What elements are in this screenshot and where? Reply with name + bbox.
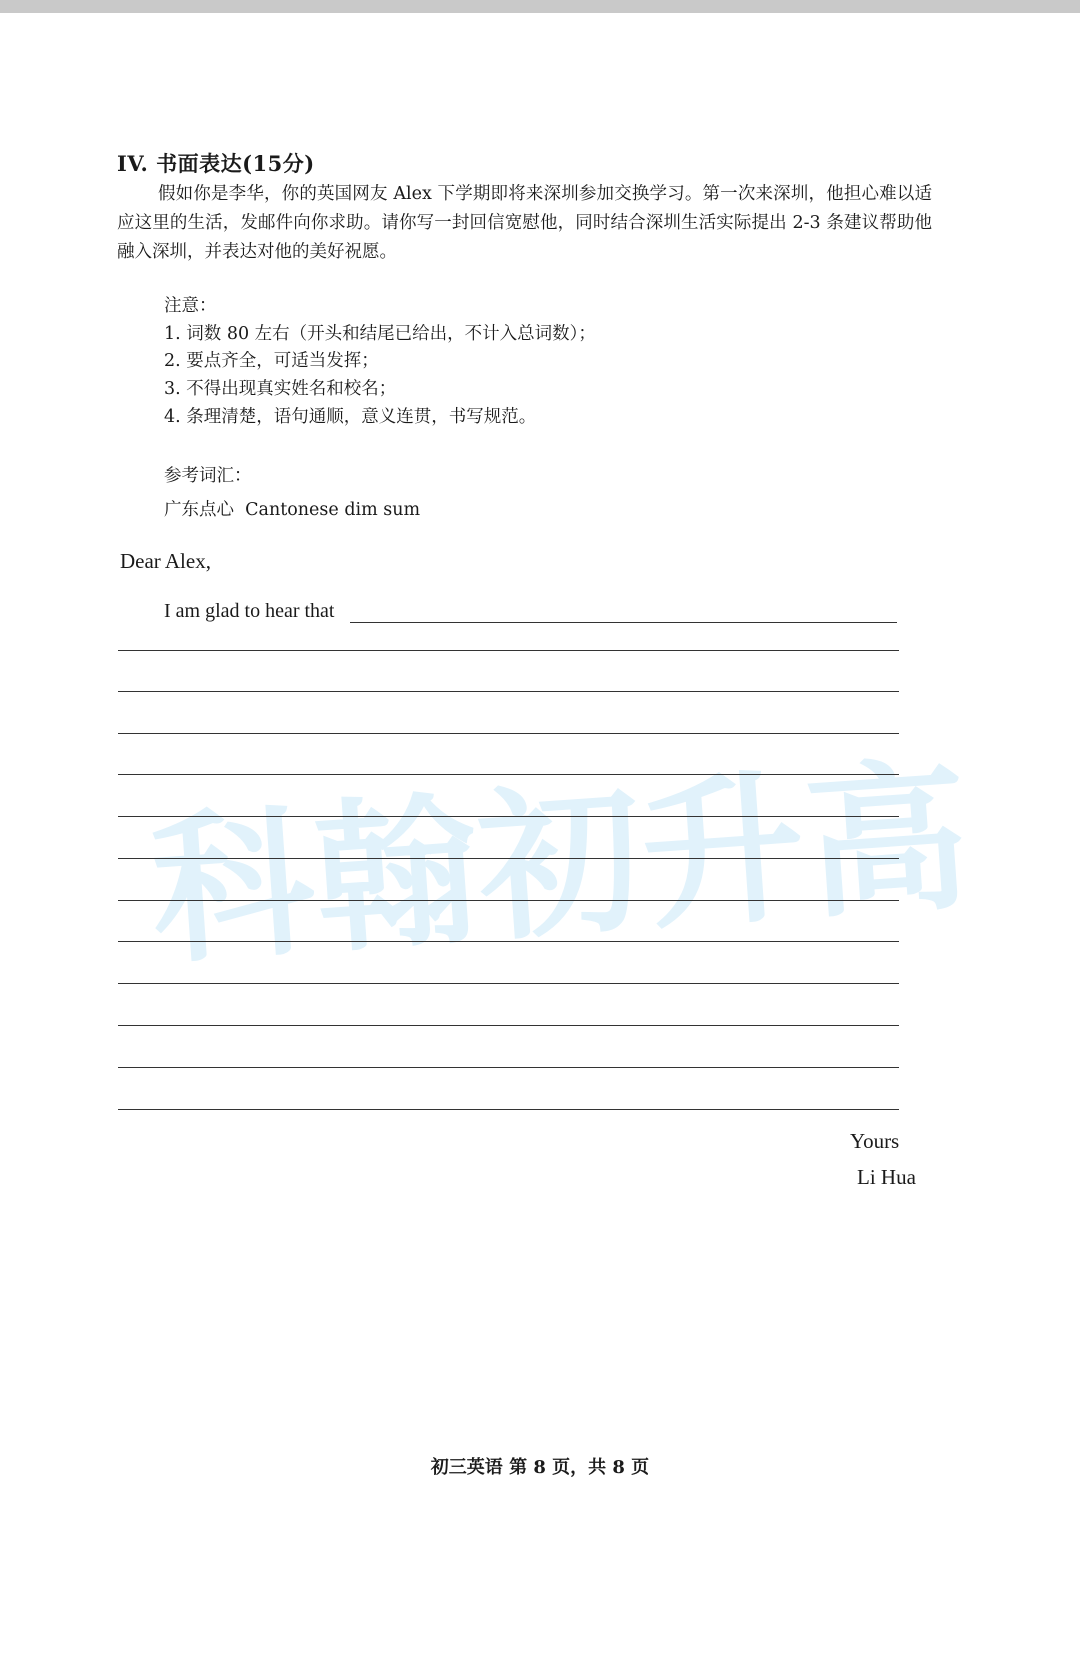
answer-line[interactable] [118, 858, 899, 859]
notes-title: 注意： [164, 296, 217, 316]
page-footer: 初三英语 第 8 页，共 8 页 [430, 1457, 650, 1478]
vocab-item: 广东点心 Cantonese dim sum [164, 500, 421, 520]
answer-line[interactable] [350, 622, 897, 623]
note-item: 1. 词数 80 左右（开头和结尾已给出，不计入总词数）； [164, 324, 596, 344]
answer-line[interactable] [118, 1025, 899, 1026]
writing-prompt: 假如你是李华，你的英国网友 Alex 下学期即将来深圳参加交换学习。第一次来深圳，他担心难以适应这里的生活，发邮件向你求助。请你写一封回信宽慰他，同时结合深圳生活实际提出 2-3 条建议帮助他融入深圳，并表达对他的美好祝愿。 [117, 184, 932, 262]
answer-line[interactable] [118, 941, 899, 942]
answer-line[interactable] [118, 691, 899, 692]
answer-line[interactable] [118, 774, 899, 775]
section-heading: IV. 书面表达(15分) [117, 151, 315, 176]
answer-line[interactable] [118, 900, 899, 901]
answer-line[interactable] [118, 1109, 899, 1110]
letter-signature: Li Hua [857, 1165, 916, 1189]
answer-line[interactable] [118, 816, 899, 817]
note-item: 2. 要点齐全，可适当发挥； [164, 351, 379, 371]
note-item: 3. 不得出现真实姓名和校名； [164, 379, 397, 399]
letter-greeting: Dear Alex, [120, 549, 211, 573]
answer-line[interactable] [118, 1067, 899, 1068]
note-item: 4. 条理清楚，语句通顺，意义连贯，书写规范。 [164, 407, 537, 427]
watermark-text: 科翰初升高 [145, 742, 977, 988]
letter-closing: Yours [850, 1129, 900, 1153]
answer-line[interactable] [118, 650, 899, 651]
letter-opener: I am glad to hear that [164, 600, 335, 622]
answer-line[interactable] [118, 983, 899, 984]
vocab-title: 参考词汇： [164, 466, 252, 486]
answer-line[interactable] [118, 733, 899, 734]
scan-top-edge [0, 0, 1080, 13]
